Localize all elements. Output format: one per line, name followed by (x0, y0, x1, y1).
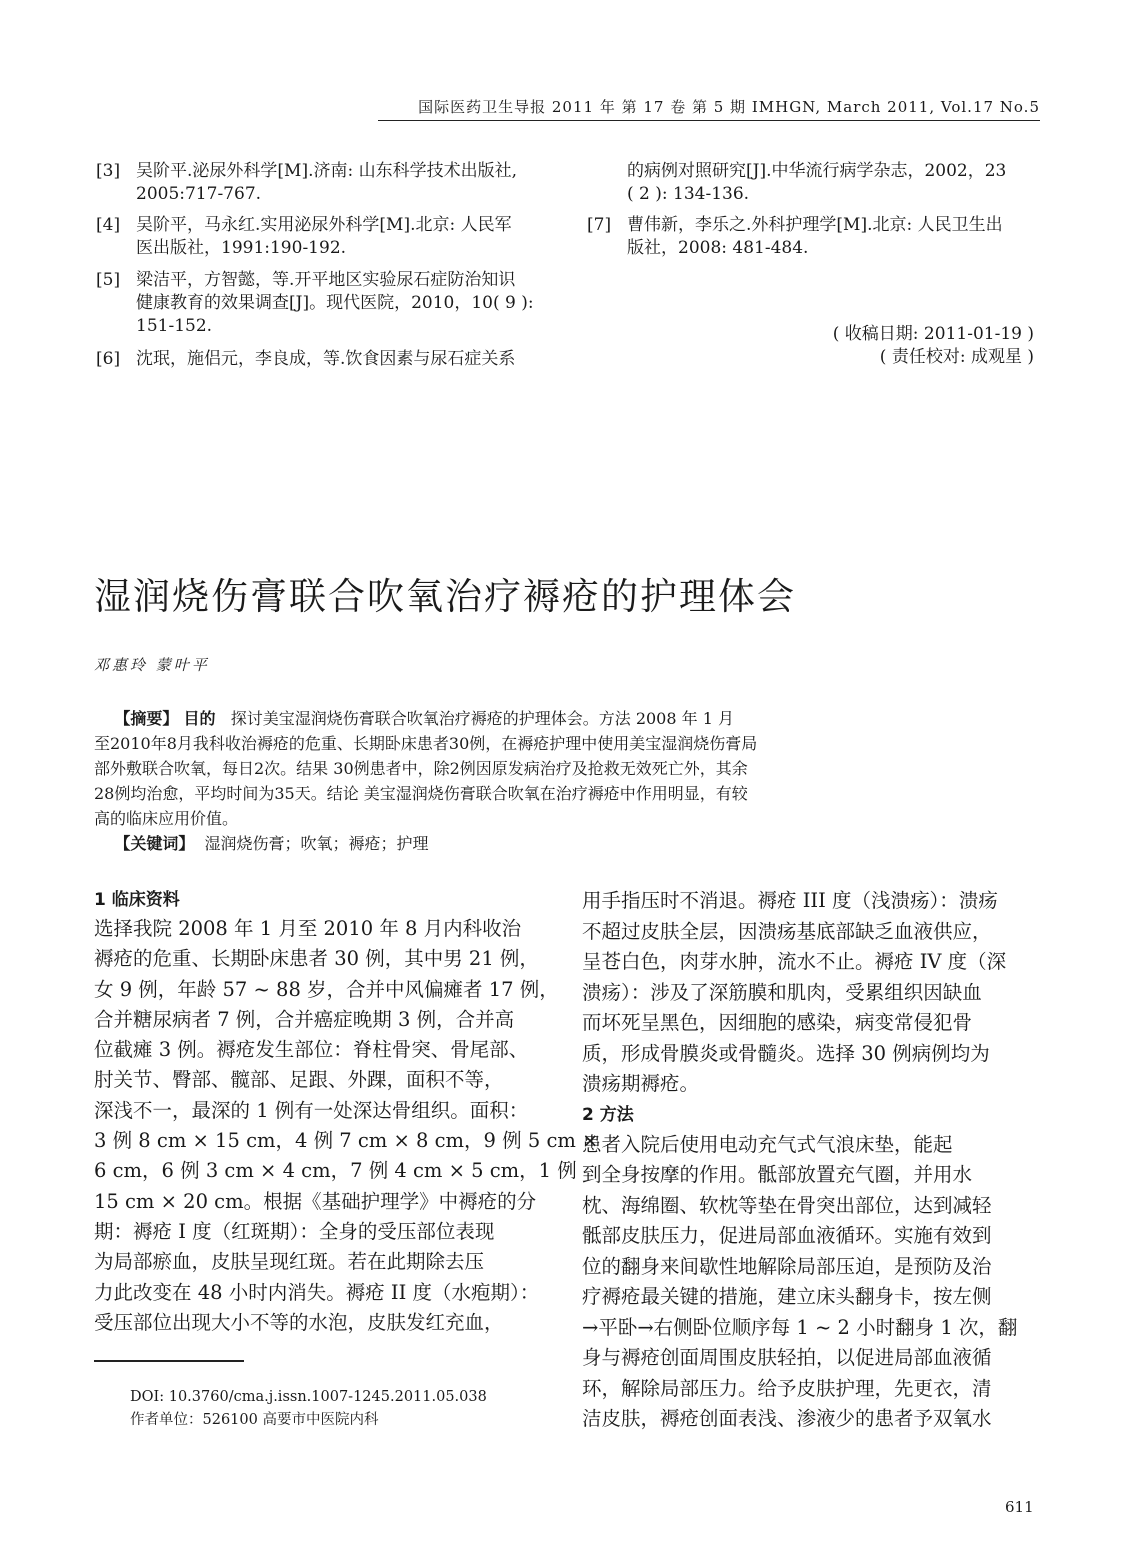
reference-line: 沈珉，施侣元，李良成，等.饮食因素与尿石症关系 (136, 349, 516, 369)
keywords-text: 湿润烧伤膏；吹氧；褥疮；护理 (204, 834, 429, 853)
body-line: 到全身按摩的作用。骶部放置充气圈，并用水 (582, 1163, 973, 1186)
body-line: 位截瘫 3 例。褥疮发生部位：脊柱骨突、骨尾部、 (94, 1038, 529, 1062)
reference-line: 医出版社，1991:190-192. (136, 238, 347, 258)
reference-number: [3] (96, 161, 121, 181)
abstract-line: 部外敷联合吹氧，每日2次。结果 30例患者中，除2例因原发病治疗及抢救无效死亡外，其余 (94, 759, 748, 778)
affiliation-text: 作者单位：526100 高要市中医院内科 (130, 1412, 379, 1428)
doi-text: DOI: 10.3760/cma.j.issn.1007-1245.2011.05.038 (130, 1389, 487, 1405)
reference-number: [6] (96, 349, 121, 369)
body-line: 患者入院后使用电动充气式气浪床垫，能起 (582, 1132, 953, 1156)
abstract-label: 【摘要】 (114, 709, 179, 728)
reference-line: 151-152. (136, 316, 213, 336)
body-line: 溃疡）：涉及了深筋膜和肌肉，受累组织因缺血 (582, 980, 982, 1004)
body-line: 合并糖尿病者 7 例，合并癌症晚期 3 例，合并高 (94, 1007, 515, 1031)
body-line: 6 cm，6 例 3 cm × 4 cm，7 例 4 cm × 5 cm，1 例 (94, 1159, 577, 1183)
body-line: →平卧→右侧卧位顺序每 1 ~ 2 小时翻身 1 次，翻 (582, 1315, 1018, 1339)
body-line: 女 9 例，年龄 57 ~ 88 岁，合并中风偏瘫者 17 例， (94, 977, 559, 1001)
body-line: 位的翻身来间歇性地解除局部压迫，是预防及治 (582, 1254, 992, 1278)
reference-line: 梁洁平，方智懿，等.开平地区实验尿石症防治知识 (136, 270, 516, 290)
body-column-left (94, 886, 599, 1338)
reference-number: [5] (96, 270, 121, 290)
body-line: 力此改变在 48 小时内消失。褥疮 II 度（水疱期）： (94, 1280, 540, 1304)
keywords-label: 【关键词】 (114, 834, 195, 853)
reference-line: 的病例对照研究[J].中华流行病学杂志，2002，23 (627, 161, 1007, 181)
page-number: 611 (1005, 1498, 1034, 1516)
article-title: 湿润烧伤膏联合吹氧治疗褥疮的护理体会 (94, 575, 796, 618)
journal-header-text: 国际医药卫生导报 2011 年 第 17 卷 第 5 期 IMHGN, March 2011, Vol.17 No.5 (418, 98, 1040, 116)
abstract-line: 至2010年8月我科收治褥疮的危重、长期卧床患者30例，在褥疮护理中使用美宝湿润烧伤膏局 (94, 734, 758, 753)
proofreader: ( 责任校对: 成观星 ) (879, 347, 1034, 367)
abstract-line (94, 706, 884, 731)
submission-meta (833, 323, 1034, 369)
body-line: 而坏死呈黑色，因细胞的感染，病变常侵犯骨 (582, 1011, 973, 1034)
abstract-text: 探讨美宝湿润烧伤膏联合吹氧治疗褥疮的护理体会。方法 2008 年 1 月 (230, 709, 734, 728)
reference-line: 吴阶平，马永红.实用泌尿外科学[M].北京: 人民军 (136, 215, 512, 235)
body-line: 褥疮的危重、长期卧床患者 30 例，其中男 21 例， (94, 947, 539, 971)
keywords-line (94, 831, 884, 856)
header-rule (378, 120, 1040, 121)
body-line: 用手指压时不消退。褥疮 III 度（浅溃疡）：溃疡 (582, 889, 998, 912)
body-line: 环，解除局部压力。给予皮肤护理，先更衣，清 (582, 1376, 992, 1400)
body-line: 为局部瘀血，皮肤呈现红斑。若在此期除去压 (94, 1250, 485, 1274)
body-line: 骶部皮肤压力，促进局部血液循环。实施有效到 (582, 1224, 992, 1247)
reference-line: 吴阶平.泌尿外科学[M].济南: 山东科学技术出版社, (136, 161, 518, 181)
section-heading: 2 方法 (582, 1104, 634, 1125)
body-line: 身与褥疮创面周围皮肤轻拍，以促进局部血液循 (582, 1346, 992, 1369)
abstract-block (94, 706, 884, 856)
running-header (0, 96, 1146, 126)
body-line: 3 例 8 cm × 15 cm，4 例 7 cm × 8 cm，9 例 5 cm × (94, 1129, 599, 1153)
reference-number: [4] (96, 215, 121, 235)
purpose-label: 目的 (183, 709, 216, 728)
body-line: 枕、海绵圈、软枕等垫在骨突出部位，达到减轻 (582, 1193, 992, 1217)
body-line: 15 cm × 20 cm。根据《基础护理学》中褥疮的分 (94, 1189, 537, 1213)
body-line: 受压部位出现大小不等的水泡，皮肤发红充血， (94, 1310, 504, 1334)
reference-line: ( 2 ): 134-136. (627, 184, 750, 204)
body-line: 洁皮肤，褥疮创面表浅、渗液少的患者予双氧水 (582, 1407, 992, 1430)
reference-line: 版社，2008: 481-484. (627, 238, 809, 258)
section-heading: 1 临床资料 (94, 890, 180, 910)
body-line: 深浅不一，最深的 1 例有一处深达骨组织。面积： (94, 1098, 529, 1122)
body-line: 不超过皮肤全层，因溃疡基底部缺乏血液供应， (582, 919, 992, 943)
body-line: 呈苍白色，肉芽水肿，流水不止。褥疮 IV 度（深 (582, 950, 1007, 973)
article-authors: 邓惠玲 蒙叶平 (94, 656, 210, 674)
reference-line: 健康教育的效果调查[J]。现代医院，2010，10( 9 ): (136, 293, 534, 313)
reference-number: [7] (587, 215, 612, 235)
abstract-line: 28例均治愈，平均时间为35天。结论 美宝湿润烧伤膏联合吹氧在治疗褥疮中作用明显，有较 (94, 784, 748, 803)
body-line: 期：褥疮 I 度（红斑期）：全身的受压部位表现 (94, 1219, 495, 1243)
body-line: 质，形成骨膜炎或骨髓炎。选择 30 例病例均为 (582, 1041, 990, 1065)
footnote (130, 1386, 487, 1432)
body-line: 疗褥疮最关键的措施，建立床头翻身卡，按左侧 (582, 1285, 992, 1308)
body-line: 肘关节、臀部、髋部、足跟、外踝，面积不等， (94, 1068, 504, 1092)
body-line: 溃疡期褥疮。 (582, 1072, 700, 1095)
footnote-rule (94, 1360, 244, 1362)
body-line: 选择我院 2008 年 1 月至 2010 年 8 月内科收治 (94, 917, 522, 940)
abstract-line: 高的临床应用价值。 (94, 809, 239, 828)
received-date: ( 收稿日期: 2011-01-19 ) (832, 324, 1034, 344)
reference-line: 2005:717-767. (136, 184, 262, 204)
body-column-right (582, 886, 1042, 1435)
reference-line: 曹伟新，李乐之.外科护理学[M].北京: 人民卫生出 (627, 215, 1003, 235)
